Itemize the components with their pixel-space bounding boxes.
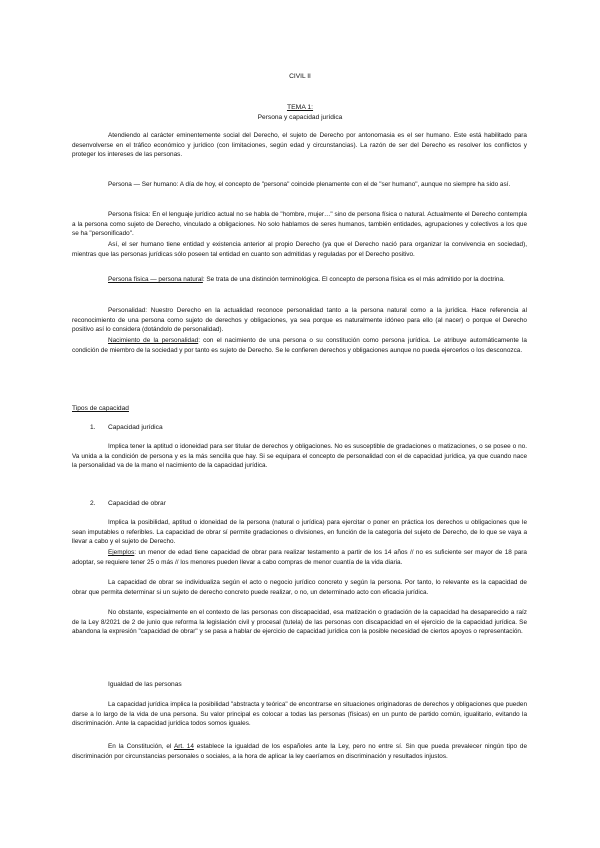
capacidad-juridica-text: Implica tener la aptitud o idoneidad para ser titular de derechos y obligaciones. No es susceptible de gradaciones o matizaciones, o se posee o no. Va unida a la condición de persona y es la más sencilla que hay. Si se equipara el concepto de personalidad con el de capacidad jurídica, ya que cuando nace la personalidad va de la mano el nacimiento de la capacidad jurídica. bbox=[72, 443, 527, 470]
intro-paragraph-6: Personalidad: Nuestro Derecho en la actualidad reconoce personalidad tanto a la persona natural como a la jurídica. Hace referencia al reconocimiento de una persona como sujeto de derechos y obligaciones, ya sea porque es naturalmente idóneo para ello (al nacer) o porque el Derecho positivo así lo considera (dotándolo de personalidad). bbox=[72, 307, 527, 334]
list-item-capacidad-obrar: 2. Capacidad de obrar bbox=[90, 500, 166, 507]
capacidad-obrar-paragraph-3: La capacidad de obrar se individualiza según el acto o negocio jurídico concreto y según la persona. Por tanto, lo relevante es la capacidad de obrar que permita determinar si un sujeto de derecho concreto puede realizar, o no, un determinado acto con eficacia jurídica. bbox=[72, 579, 527, 596]
igualdad-paragraph-2: En la Constitución, el Art. 14 establece la igualdad de los españoles ante la Ley, pero no entre sí. Sin que pueda prevalecer ningún tipo de discriminación por circunstancias personales o sociales, a la hora de aplicar la ley caeríamos en discriminación y resultados injustos. bbox=[72, 743, 527, 760]
intro-paragraph-1: Atendiendo al carácter eminentemente social del Derecho, el sujeto de Derecho por antonomasia es el ser humano. Este está habilitado para desenvolverse en el tráfico económico y jurídico (con limitaciones, según edad y circunstancias). La razón de ser del Derecho es resolver los conflictos y proteger los intereses de las personas. bbox=[72, 132, 527, 159]
topic-title: TEMA 1: bbox=[286, 104, 314, 111]
list-item-capacidad-juridica: 1. Capacidad jurídica bbox=[90, 424, 163, 431]
capacidad-obrar-paragraph-2: Ejemplos: un menor de edad tiene capacidad de obrar para realizar testamento a partir de los 14 años // no es suficiente ser mayor de 18 para adoptar, se requiere tener 25 o más // los menores pueden llevar a cabo compras de menor cuantía de la vida diaria. bbox=[72, 549, 527, 566]
intro-paragraph-3: Persona física: En el lenguaje jurídico actual no se habla de "hombre, mujer…" sino de persona física o natural. Actualmente el Derecho contempla a la persona como sujeto de Derecho, vinculado a obligaciones. No solo hablamos de seres humanos, también entidades, agrupaciones y colectivos a los que se ha "personificado". bbox=[72, 211, 527, 238]
igualdad-paragraph-1: La capacidad jurídica implica la posibilidad "abstracta y teórica" de encontrarse en situaciones originadoras de derechos y obligaciones que pueden darse a lo largo de la vida de una persona. Su valor principal es colocar a todas las personas (físicas) en un punto de partido común, igualitario, evitando la discriminación. Ante la capacidad jurídica todos somos iguales. bbox=[72, 701, 527, 728]
course-header: CIVIL II bbox=[289, 73, 311, 80]
intro-paragraph-5: Persona física — persona natural: Se trata de una distinción terminológica. El concepto de persona física es el más admitido por la doctrina. bbox=[108, 276, 505, 283]
section-heading-igualdad: Igualdad de las personas bbox=[108, 681, 182, 688]
section-heading-tipos: Tipos de capacidad bbox=[72, 405, 129, 412]
term-ejemplos: Ejemplos bbox=[108, 549, 135, 556]
intro-paragraph-7: Nacimiento de la personalidad: con el nacimiento de una persona o su constitución como persona jurídica. Le atribuye automáticamente la condición de miembro de la sociedad y por tanto es sujeto de Derecho. Se le confieren derechos y obligaciones aunque no pueda ejercerlos o los desconozca. bbox=[72, 337, 527, 354]
topic-subtitle: Persona y capacidad jurídica bbox=[257, 114, 343, 121]
intro-paragraph-4: Así, el ser humano tiene entidad y existencia anterior al propio Derecho (ya que el Derecho nació para organizar la convivencia en sociedad), mientras que las personas jurídicas sólo poseen tal entidad en cuanto son admitidas y reguladas por el Derecho positivo. bbox=[72, 241, 527, 258]
term-nacimiento-personalidad: Nacimiento de la personalidad bbox=[108, 337, 199, 344]
capacidad-obrar-paragraph-1: Implica la posibilidad, aptitud o idoneidad de la persona (natural o jurídica) para ejercitar o poner en práctica los derechos u obligaciones que le sean imputables o referibles. La capacidad de obrar sí permite gradaciones o divisiones, en función de la categoría del sujeto de Derecho, de lo que se vaya a llevar a cabo y el sujeto de Derecho. bbox=[72, 519, 527, 546]
intro-paragraph-2: Persona — Ser humano: A día de hoy, el concepto de "persona" coincide plenamente con el de "ser humano", aunque no siempre ha sido así. bbox=[108, 181, 511, 188]
capacidad-obrar-paragraph-4: No obstante, especialmente en el contexto de las personas con discapacidad, esa matización o gradación de la capacidad ha desaparecido a raíz de la Ley 8/2021 de 2 de junio que reforma la legislación civil y procesal (tutela) de las personas con discapacidad en el ejercicio de la capacidad jurídica. Se abandona la expresión "capacidad de obrar" y se pasa a hablar de ejercicio de capacidad jurídica con la posible necesidad de ciertos apoyos o representación. bbox=[72, 609, 527, 636]
term-persona-fisica: Persona física — persona natural bbox=[108, 276, 203, 283]
article-14-reference: Art. 14 bbox=[173, 743, 194, 750]
